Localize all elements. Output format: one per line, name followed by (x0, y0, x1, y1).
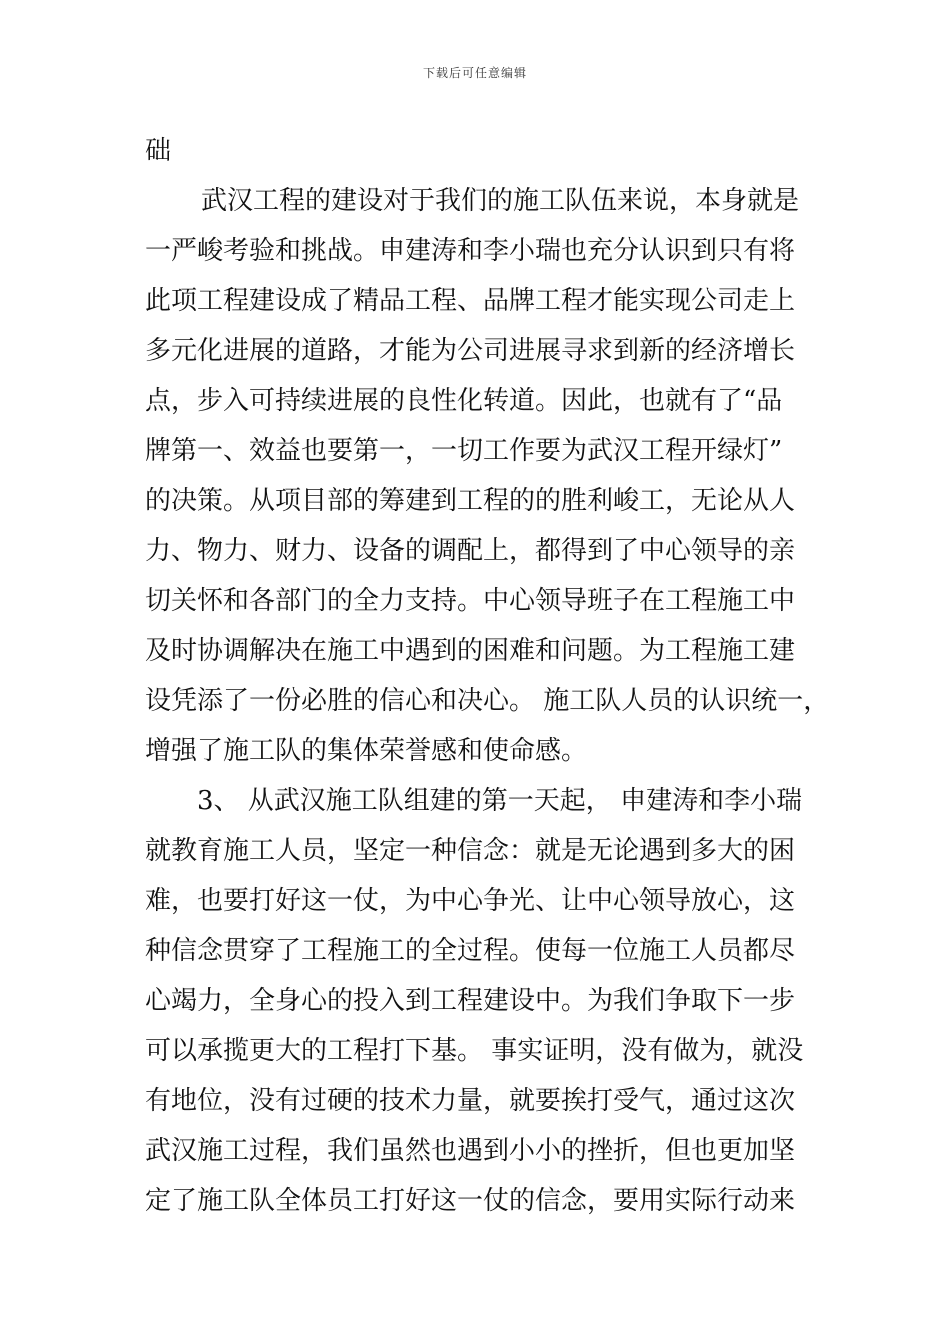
text-line: 多元化进展的道路，才能为公司进展寻求到新的经济增长 (145, 336, 796, 366)
text-line: 定了施工队全体员工打好这一仗的信念，要用实际行动来 (145, 1186, 796, 1216)
text-line: 增强了施工队的集体荣誉感和使命感。 (145, 736, 588, 766)
text-line: 一严峻考验和挑战。申建涛和李小瑞也充分认识到只有将 (145, 236, 796, 266)
text-line: 力、物力、财力、设备的调配上，都得到了中心领导的亲 (145, 536, 796, 566)
text-line: 此项工程建设成了精品工程、品牌工程才能实现公司走上 (145, 286, 796, 316)
text-line: 有地位，没有过硬的技术力量，就要挨打受气，通过这次 (145, 1086, 796, 1116)
text-line: 难，也要打好这一仗，为中心争光、让中心领导放心，这 (145, 886, 796, 916)
text-line: 切关怀和各部门的全力支持。中心领导班子在工程施工中 (145, 586, 796, 616)
page-header: 下载后可任意编辑 (422, 66, 527, 80)
text-line: 及时协调解决在施工中遇到的困难和问题。为工程施工建 (145, 636, 796, 666)
text-line: 心竭力，全身心的投入到工程建设中。为我们争取下一步 (145, 986, 796, 1016)
text-line: 武汉工程的建设对于我们的施工队伍来说，本身就是 (201, 186, 800, 216)
text-line: 础 (145, 136, 172, 166)
document-body (145, 126, 830, 1226)
text-line: 设凭添了一份必胜的信心和决心。 施工队人员的认识统一， (145, 686, 830, 716)
text-line: 种信念贯穿了工程施工的全过程。使每一位施工人员都尽 (145, 936, 796, 966)
text-line: 点，步入可持续进展的良性化转道。因此，也就有了“品 (145, 386, 783, 416)
text-line: 牌第一、效益也要第一，一切工作要为武汉工程开绿灯” (145, 436, 783, 466)
text-line: 3、 从武汉施工队组建的第一天起， 申建涛和李小瑞 (197, 786, 803, 816)
text-line: 就教育施工人员，坚定一种信念：就是无论遇到多大的困 (145, 836, 796, 866)
text-line: 的决策。从项目部的筹建到工程的的胜利峻工，无论从人 (145, 486, 796, 516)
text-line: 武汉施工过程，我们虽然也遇到小小的挫折，但也更加坚 (145, 1136, 796, 1166)
text-line: 可以承揽更大的工程打下基。 事实证明，没有做为，就没 (145, 1036, 804, 1066)
